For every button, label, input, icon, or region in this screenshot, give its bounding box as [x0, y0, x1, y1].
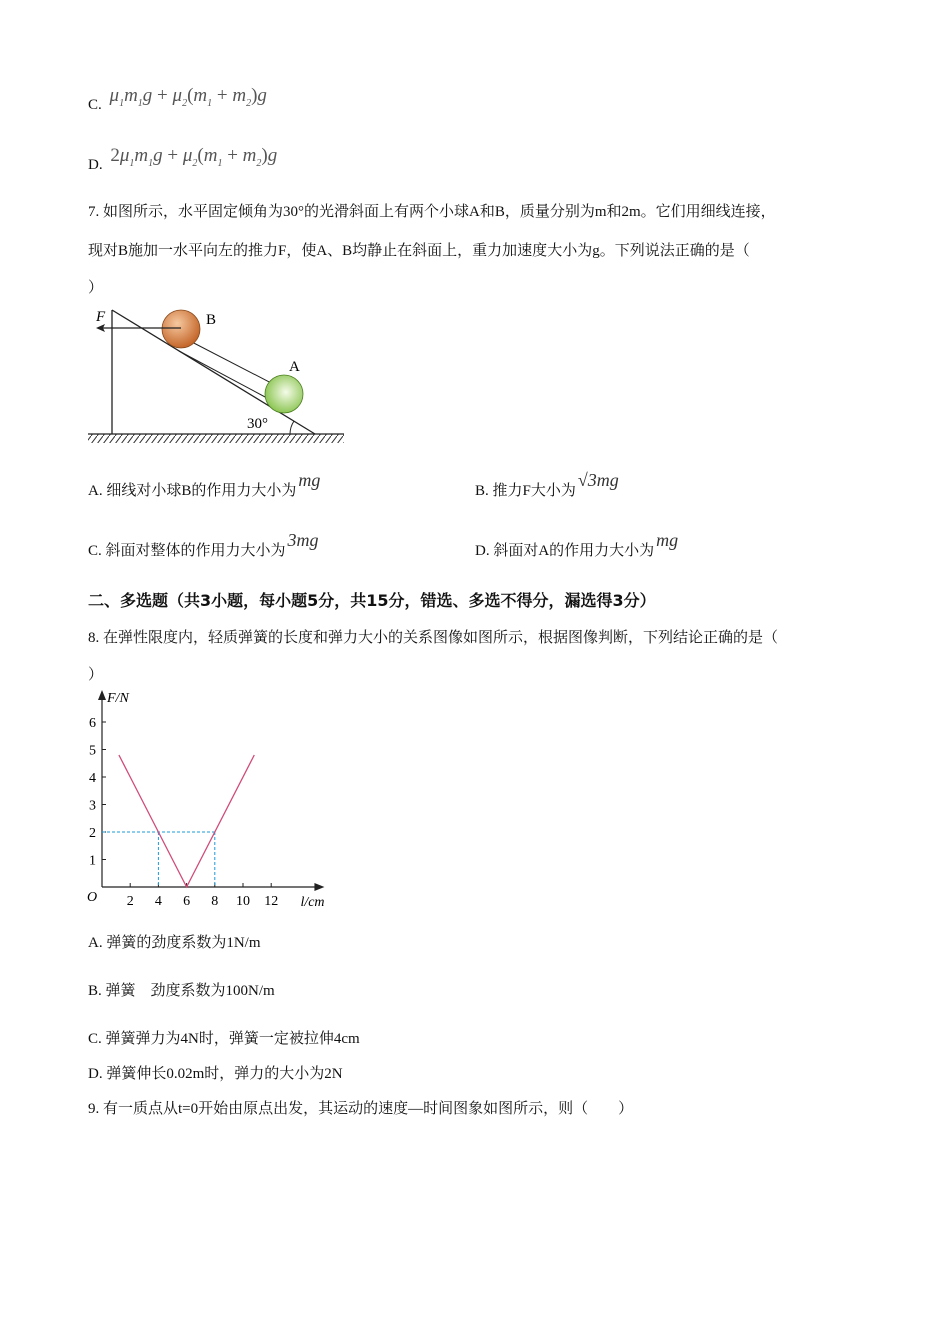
- q7-line-1: 如图所示，水平固定倾角为30°的光滑斜面上有两个小球A和B，质量分别为m和2m。它们用细线连接，: [103, 204, 776, 220]
- x-tick-label: 12: [264, 894, 279, 909]
- ball-a-label: A: [289, 359, 300, 375]
- q7-option-b-math: √3mg: [577, 470, 619, 490]
- q8-option-d: D. 弹簧伸长0.02m时，弹力的大小为2N: [88, 1066, 343, 1082]
- q6-option-c-label: C.: [88, 97, 102, 113]
- angle-arc: [290, 421, 294, 434]
- y-tick-label: 5: [89, 743, 96, 759]
- q7-option-c: [88, 530, 319, 560]
- q6-option-c: [88, 85, 267, 117]
- q7-option-d-math: mg: [656, 530, 679, 550]
- q9-stem-line-1: 9. 有一质点从t=0开始由原点出发，其运动的速度—时间图象如图所示，则（ ）: [88, 1101, 634, 1117]
- q7-option-b-text: B. 推力F大小为: [475, 483, 576, 499]
- q7-option-d-text: D. 斜面对A的作用力大小为: [475, 543, 655, 559]
- incline-slope: [112, 310, 315, 434]
- angle-label: 30°: [247, 416, 268, 432]
- q8-option-c: C. 弹簧弹力为4N时，弹簧一定被拉伸4cm: [88, 1031, 360, 1047]
- origin-label: O: [87, 890, 98, 905]
- ground-hatch: [88, 434, 344, 443]
- x-tick-label: 4: [154, 894, 162, 909]
- x-axis-label: l/cm: [300, 895, 325, 910]
- y-tick-label: 1: [89, 853, 96, 869]
- q7-option-a: [88, 470, 321, 500]
- y-tick-label: 4: [89, 771, 96, 786]
- x-axis-arrow: [314, 883, 324, 891]
- q7-stem-line-3: ）: [88, 280, 104, 296]
- y-tick-label: 3: [89, 798, 96, 814]
- y-tick-label: 6: [89, 716, 96, 731]
- q7-incline-figure: [85, 300, 350, 450]
- q8-option-a: A. 弹簧的劲度系数为1N/m: [88, 935, 261, 951]
- ball-b: [162, 310, 200, 348]
- x-tick-label: 2: [126, 894, 134, 909]
- q7-number: 7.: [88, 204, 100, 220]
- q8-spring-chart: [80, 688, 330, 913]
- force-label: F: [96, 309, 106, 325]
- y-axis-label: F/N: [107, 691, 129, 706]
- q6-option-d-formula: $2\mu_1m_1g + \mu_2(m_1 + m_2)g$: [110, 145, 278, 169]
- q7-option-c-math: 3mg: [287, 530, 319, 550]
- section-2-heading: 二、多选题（共3小题，每小题5分，共15分，错选、多选不得分，漏选得3分）: [88, 591, 656, 610]
- q8-option-b: B. 弹簧 劲度系数为100N/m: [88, 983, 275, 999]
- x-tick-label: 6: [183, 894, 191, 909]
- y-tick-label: 2: [89, 826, 96, 841]
- q7-option-a-text: A. 细线对小球B的作用力大小为: [88, 483, 297, 499]
- x-tick-label: 10: [236, 894, 250, 909]
- q8-stem-line-1: 8. 在弹性限度内，轻质弹簧的长度和弹力大小的关系图像如图所示，根据图像判断，下列结论正确的是（: [88, 630, 779, 646]
- q7-option-a-math: mg: [298, 470, 321, 490]
- ball-a: [265, 375, 303, 413]
- q7-option-b: [475, 470, 619, 500]
- q6-option-d-label: D.: [88, 157, 103, 173]
- q8-stem-line-2: ）: [88, 667, 104, 683]
- q7-stem-line-2: 现对B施加一水平向左的推力F，使A、B均静止在斜面上，重力加速度大小为g。下列说法正确的是（: [88, 243, 750, 259]
- q6-option-c-formula: $\mu_1m_1g + \mu_2(m_1 + m_2)g$: [109, 85, 267, 109]
- q7-option-d: [475, 530, 679, 560]
- ball-b-label: B: [206, 312, 217, 328]
- series-line: [119, 755, 254, 887]
- y-axis-arrow: [98, 690, 106, 700]
- q7-option-c-text: C. 斜面对整体的作用力大小为: [88, 543, 286, 559]
- x-tick-label: 8: [211, 894, 219, 909]
- q7-stem-line-1: [88, 200, 776, 221]
- q6-option-d: [88, 145, 278, 177]
